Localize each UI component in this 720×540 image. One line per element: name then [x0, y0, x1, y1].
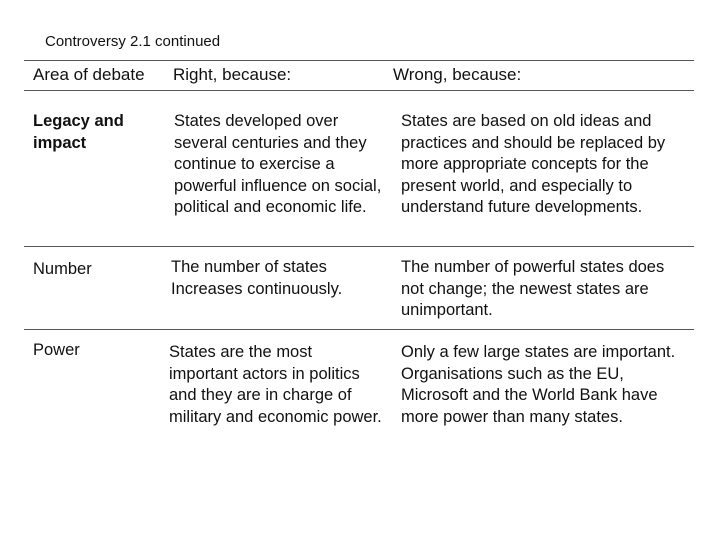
header-wrong-because: Wrong, because:	[393, 65, 522, 84]
header-bottom-rule	[24, 90, 694, 91]
row-divider-2	[24, 329, 694, 330]
row-wrong-reason: The number of powerful states does not change; the newest states are unimportant.	[401, 258, 665, 319]
row-area-label: Power	[33, 341, 80, 359]
controversy-caption: Controversy 2.1 continued	[45, 33, 221, 50]
row-area-label: Legacy and impact	[33, 112, 124, 152]
row-divider-1	[24, 246, 694, 247]
row-area-label: Number	[33, 260, 92, 278]
row-right-reason: States are the most important actors in politics and they are in charge of military and economic power.	[169, 343, 382, 426]
row-right-reason: The number of states Increases continuously.	[171, 258, 343, 298]
row-wrong-reason: Only a few large states are important. Organisations such as the EU, Microsoft and the World Bank have more power than many states.	[401, 343, 676, 426]
row-right-reason: States developed over several centuries and they continue to exercise a powerful influence on social, political and economic life.	[174, 112, 382, 216]
header-right-because: Right, because:	[173, 65, 292, 84]
row-wrong-reason: States are based on old ideas and practices and should be replaced by more appropriate concepts for the present world, and especially to understand future developments.	[401, 112, 666, 216]
header-area-of-debate: Area of debate	[33, 65, 145, 84]
table-top-rule	[24, 60, 694, 61]
